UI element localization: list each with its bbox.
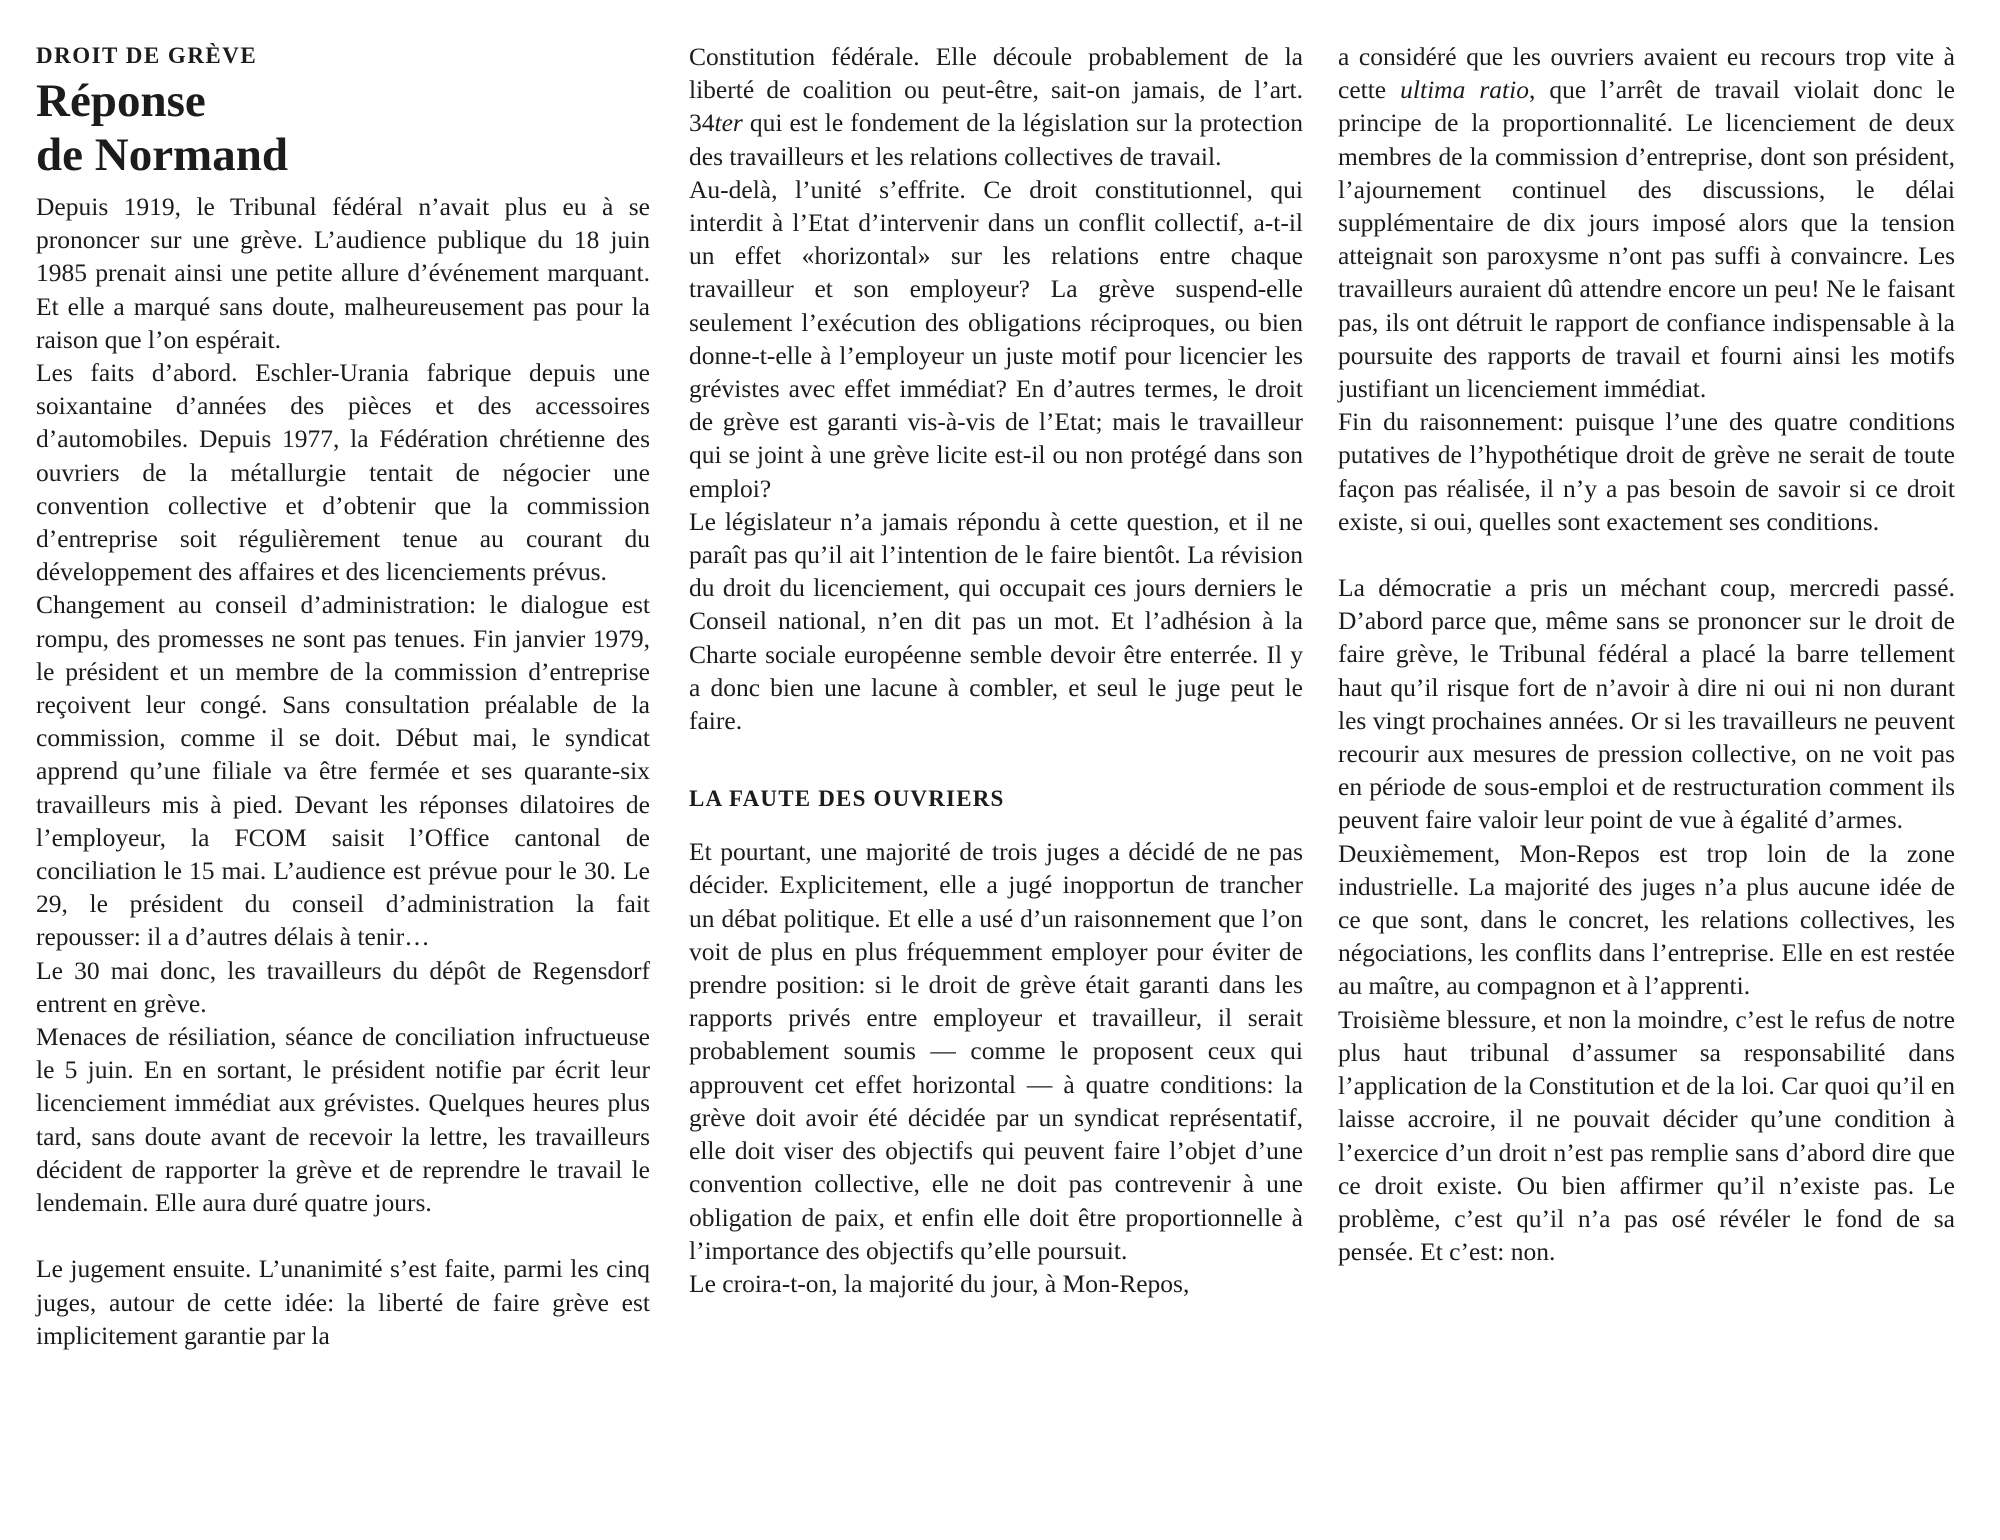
paragraph: Et pourtant, une majorité de trois juges a décidé de ne pas décider. Explicitement, elle a jugé inopportun de trancher un débat politique. Et elle a usé d’un raisonnement que l’on voit de plus en plus fréquemment employer pour éviter de prendre position: si le droit de grève était garanti dans les rapports privés entre employeur et travailleur, il serait probablement soumis — comme le proposent ceux qui approuvent cet effet horizontal — à quatre conditions: la grève doit avoir été décidée par un syndicat représentatif, elle doit viser des objectifs qui peuvent faire l’objet d’une convention collective, elle ne doit pas contrevenir à une obligation de paix, et enfin elle doit être proportionnelle à l’importance des objectifs qu’elle poursuit. xyxy=(689,837,1303,1265)
text-run: , que l’arrêt de travail violait donc le principe de la proportionnalité. Le licenciement de deux membres de la commission d’entreprise, dont son président, l’ajournement continuel des discussions, le délai supplémentaire de dix jours imposé alors que la tension atteignait son paroxysme n’ont pas suffi à convaincre. Les travailleurs auraient dû attendre encore un peu! Ne le faisant pas, ils ont détruit le rapport de confiance indispensable à la poursuite des rapports de travail et fourni ainsi les motifs justifiant un licenciement immédiat. xyxy=(1338,75,1956,404)
paragraph: Deuxièmement, Mon-Repos est trop loin de la zone industrielle. La majorité des juges n’a plus aucune idée de ce que sont, dans le concret, les relations collectives, les négociations, les conflits dans l’entreprise. Elle en est restée au maître, au compagnon et à l’apprenti. xyxy=(1338,838,1955,1001)
paragraph: Le croira-t-on, la majorité du jour, à Mon-Repos, xyxy=(689,1268,1190,1298)
paragraph: Les faits d’abord. Eschler-Urania fabrique depuis une soixantaine d’années des pièces et des accessoires d’automobiles. Depuis 1977, la Fédération chrétienne des ouvriers de la métallurgie tentait de négocier une convention collective et d’obtenir que la commission d’entreprise soit régulièrement tenue au courant du développement des affaires et des licenciements prévus. xyxy=(36,358,650,587)
text-run: Constitution fédérale. Elle découle probablement de la liberté de coalition ou peut-être, sait-on jamais, de l’art. 34 xyxy=(689,42,1303,138)
italic-text: ter xyxy=(714,108,743,138)
headline-line-2: de Normand xyxy=(36,129,288,181)
headline-line-1: Réponse xyxy=(36,75,206,127)
paragraph: Depuis 1919, le Tribunal fédéral n’avait plus eu à se prononcer sur une grève. L’audience publique du 18 juin 1985 prenait ainsi une petite allure d’événement marquant. Et elle a marqué sans doute, malheureusement pas pour la raison que l’on espérait. xyxy=(36,192,650,354)
italic-text: ultima ratio xyxy=(1400,75,1529,105)
paragraph: Le législateur n’a jamais répondu à cette question, et il ne paraît pas qu’il ait l’intention de le faire bientôt. La révision du droit du licenciement, qui occupait ces jours derniers le Conseil national, n’en dit pas un mot. Et l’adhésion à la Charte sociale européenne semble devoir être enterrée. Il y a donc bien une lacune à combler, et seul le juge peut le faire. xyxy=(689,506,1303,736)
article-headline xyxy=(36,74,650,182)
article-column-2 xyxy=(689,40,1303,1300)
article-kicker: DROIT DE GRÈVE xyxy=(36,43,258,68)
paragraph xyxy=(1338,40,1955,405)
text-run: qui est le fondement de la législation sur la protection des travailleurs et les relations collectives de travail. xyxy=(689,108,1303,171)
paragraph: Le 30 mai donc, les travailleurs du dépôt de Regensdorf entrent en grève. xyxy=(36,955,650,1018)
article-column-3 xyxy=(1338,40,1955,1268)
paragraph: La démocratie a pris un méchant coup, mercredi passé. D’abord parce que, même sans se prononcer sur le droit de faire grève, le Tribunal fédéral a placé la barre tellement haut qu’il risque fort de n’avoir à dire ni oui ni non durant les vingt prochaines années. Or si les travailleurs ne peuvent recourir aux mesures de pression collective, on ne voit pas en période de sous-emploi et de restructuration comment ils peuvent faire valoir leur point de vue à égalité d’armes. xyxy=(1338,573,1955,835)
paragraph: Au-delà, l’unité s’effrite. Ce droit constitutionnel, qui interdit à l’Etat d’intervenir dans un conflit collectif, a-t-il un effet «horizontal» sur les relations entre chaque travailleur et son employeur? La grève suspend-elle seulement l’exécution des obligations réciproques, ou bien donne-t-elle à l’employeur un juste motif pour licencier les grévistes avec effet immédiat? En d’autres termes, le droit de grève est garanti vis-à-vis de l’Etat; mais le travailleur qui se joint à une grève licite est-il ou non protégé dans son emploi? xyxy=(689,174,1303,503)
paragraph: Menaces de résiliation, séance de conciliation infructueuse le 5 juin. En en sortant, le président notifie par écrit leur licenciement immédiat aux grévistes. Quelques heures plus tard, sans doute avant de recevoir la lettre, les travailleurs décident de rapporter la grève et de reprendre le travail le lendemain. Elle aura duré quatre jours. xyxy=(36,1022,650,1218)
paragraph: Troisième blessure, et non la moindre, c’est le refus de notre plus haut tribunal d’assumer sa responsabilité dans l’application de la Constitution et de la loi. Car quoi qu’il en laisse accroire, il ne pouvait décider qu’une condition à l’exercice d’un droit n’est pas remplie sans d’abord dire que ce droit existe. Ou bien affirmer qu’il n’existe pas. Le problème, c’est qu’il n’a pas osé révéler le fond de sa pensée. Et c’est: non. xyxy=(1338,1004,1955,1267)
text-run: a considéré que les ouvriers avaient eu recours trop vite à cette xyxy=(1338,42,1955,105)
section-subheading: LA FAUTE DES OUVRIERS xyxy=(689,786,1005,812)
paragraph xyxy=(689,40,1303,173)
paragraph: Le jugement ensuite. L’unanimité s’est faite, parmi les cinq juges, autour de cette idée: la liberté de faire grève est implicitement garantie par la xyxy=(36,1254,650,1350)
paragraph: Fin du raisonnement: puisque l’une des quatre conditions putatives de l’hypothétique droit de grève ne serait de toute façon pas réalisée, il n’y a pas besoin de savoir si ce droit existe, si oui, quelles sont exactement ses conditions. xyxy=(1338,407,1955,536)
article-column-1 xyxy=(36,40,650,1352)
paragraph: Changement au conseil d’administration: le dialogue est rompu, des promesses ne sont pas tenues. Fin janvier 1979, le président et un membre de la commission d’entreprise reçoivent leur congé. Sans consultation préalable de la commission, comme il se doit. Début mai, le syndicat apprend qu’une filiale va être fermée et ses quarante-six travailleurs mis à pied. Devant les réponses dilatoires de l’employeur, la FCOM saisit l’Office cantonal de conciliation le 15 mai. L’audience est prévue pour le 30. Le 29, le président du conseil d’administration la fait repousser: il a d’autres délais à tenir… xyxy=(36,590,650,952)
